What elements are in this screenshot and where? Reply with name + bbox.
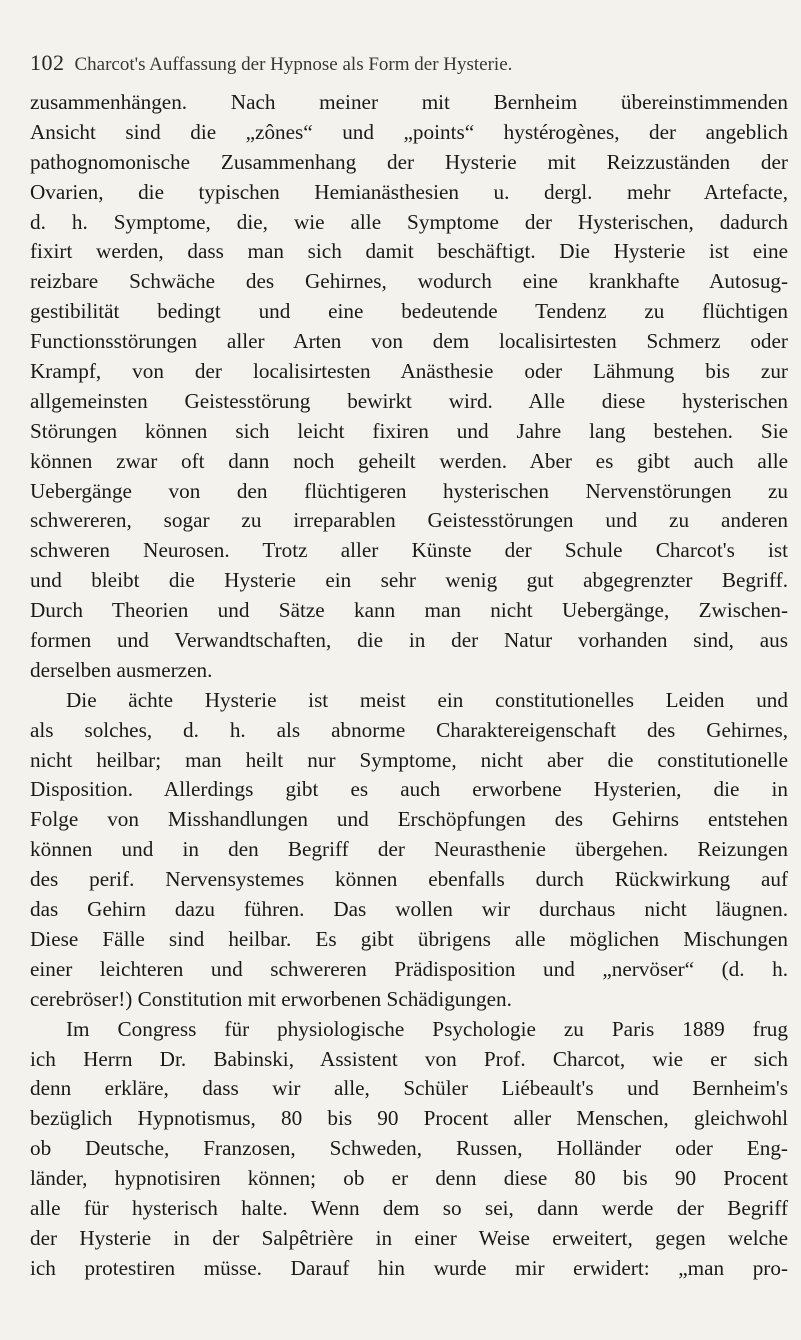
text-line: formen und Verwandtschaften, die in der Natur vorhanden sind, aus: [30, 628, 788, 653]
text-line: Krampf, von der localisirtesten Anästhesie oder Lähmung bis zur: [30, 359, 788, 384]
text-line: Uebergänge von den flüchtigeren hysterischen Nervenstörungen zu: [30, 478, 788, 503]
text-line: können zwar oft dann noch geheilt werden. Aber es gibt auch alle: [30, 448, 788, 473]
text-line: ob Deutsche, Franzosen, Schweden, Russen, Holländer oder Eng-: [30, 1136, 788, 1161]
text-line: Die ächte Hysterie ist meist ein constitutionelles Leiden und: [66, 687, 788, 712]
text-line: Ovarien, die typischen Hemianästhesien u. dergl. mehr Artefacte,: [30, 179, 788, 204]
running-head: [30, 50, 790, 80]
text-line: schweren Neurosen. Trotz aller Künste der Schule Charcot's ist: [30, 538, 788, 563]
text-line: Functionsstörungen aller Arten von dem localisirtesten Schmerz oder: [30, 329, 788, 354]
text-line: Durch Theorien und Sätze kann man nicht Uebergänge, Zwischen-: [30, 598, 788, 623]
text-line: länder, hypnotisiren können; ob er denn diese 80 bis 90 Procent: [30, 1166, 788, 1191]
text-line: fixirt werden, dass man sich damit beschäftigt. Die Hysterie ist eine: [30, 239, 788, 264]
text-line: Im Congress für physiologische Psychologie zu Paris 1889 frug: [66, 1016, 788, 1041]
text-line: derselben ausmerzen.: [30, 657, 213, 682]
text-line: Ansicht sind die „zônes“ und „points“ hystérogènes, der angeblich: [30, 119, 788, 144]
running-title: Charcot's Auffassung der Hypnose als Form der Hysterie.: [74, 54, 513, 75]
text-line: alle für hysterisch halte. Wenn dem so sei, dann werde der Begriff: [30, 1195, 788, 1220]
text-line: denn erkläre, dass wir alle, Schüler Liébeault's und Bernheim's: [30, 1076, 788, 1101]
text-line: schwereren, sogar zu irreparablen Geistesstörungen und zu anderen: [30, 508, 788, 533]
text-line: reizbare Schwäche des Gehirnes, wodurch eine krankhafte Autosug-: [30, 269, 788, 294]
text-line: gestibilität bedingt und eine bedeutende Tendenz zu flüchtigen: [30, 299, 788, 324]
text-line: pathognomonische Zusammenhang der Hysterie mit Reizzuständen der: [30, 149, 788, 174]
text-line: können und in den Begriff der Neurasthenie übergehen. Reizungen: [30, 837, 788, 862]
text-line: d. h. Symptome, die, wie alle Symptome der Hysterischen, dadurch: [30, 209, 788, 234]
text-line: bezüglich Hypnotismus, 80 bis 90 Procent aller Menschen, gleichwohl: [30, 1106, 788, 1131]
body-text: [30, 88, 788, 1284]
text-line: der Hysterie in der Salpêtrière in einer Weise erweitert, gegen welche: [30, 1225, 788, 1250]
text-line: nicht heilbar; man heilt nur Symptome, nicht aber die constitutionelle: [30, 747, 788, 772]
text-line: das Gehirn dazu führen. Das wollen wir durchaus nicht läugnen.: [30, 897, 788, 922]
text-line: Folge von Misshandlungen und Erschöpfungen des Gehirns entstehen: [30, 807, 788, 832]
text-line: ich protestiren müsse. Darauf hin wurde mir erwidert: „man pro-: [30, 1255, 788, 1280]
text-line: zusammenhängen. Nach meiner mit Bernheim übereinstimmenden: [30, 90, 788, 114]
text-line: und bleibt die Hysterie ein sehr wenig gut abgegrenzter Begriff.: [30, 568, 788, 593]
text-line: ich Herrn Dr. Babinski, Assistent von Prof. Charcot, wie er sich: [30, 1046, 788, 1071]
text-line: als solches, d. h. als abnorme Charaktereigenschaft des Gehirnes,: [30, 717, 788, 742]
text-line: Disposition. Allerdings gibt es auch erworbene Hysterien, die in: [30, 777, 788, 802]
text-line: Störungen können sich leicht fixiren und Jahre lang bestehen. Sie: [30, 418, 788, 443]
text-line: allgemeinsten Geistesstörung bewirkt wird. Alle diese hysterischen: [30, 388, 788, 413]
text-line: einer leichteren und schwereren Prädisposition und „nervöser“ (d. h.: [30, 956, 788, 981]
text-line: cerebröser!) Constitution mit erworbenen Schädigungen.: [30, 986, 512, 1011]
text-line: Diese Fälle sind heilbar. Es gibt übrigens alle möglichen Mischungen: [30, 926, 788, 951]
page-number: 102: [30, 50, 65, 75]
text-line: des perif. Nervensystemes können ebenfalls durch Rückwirkung auf: [30, 867, 788, 892]
